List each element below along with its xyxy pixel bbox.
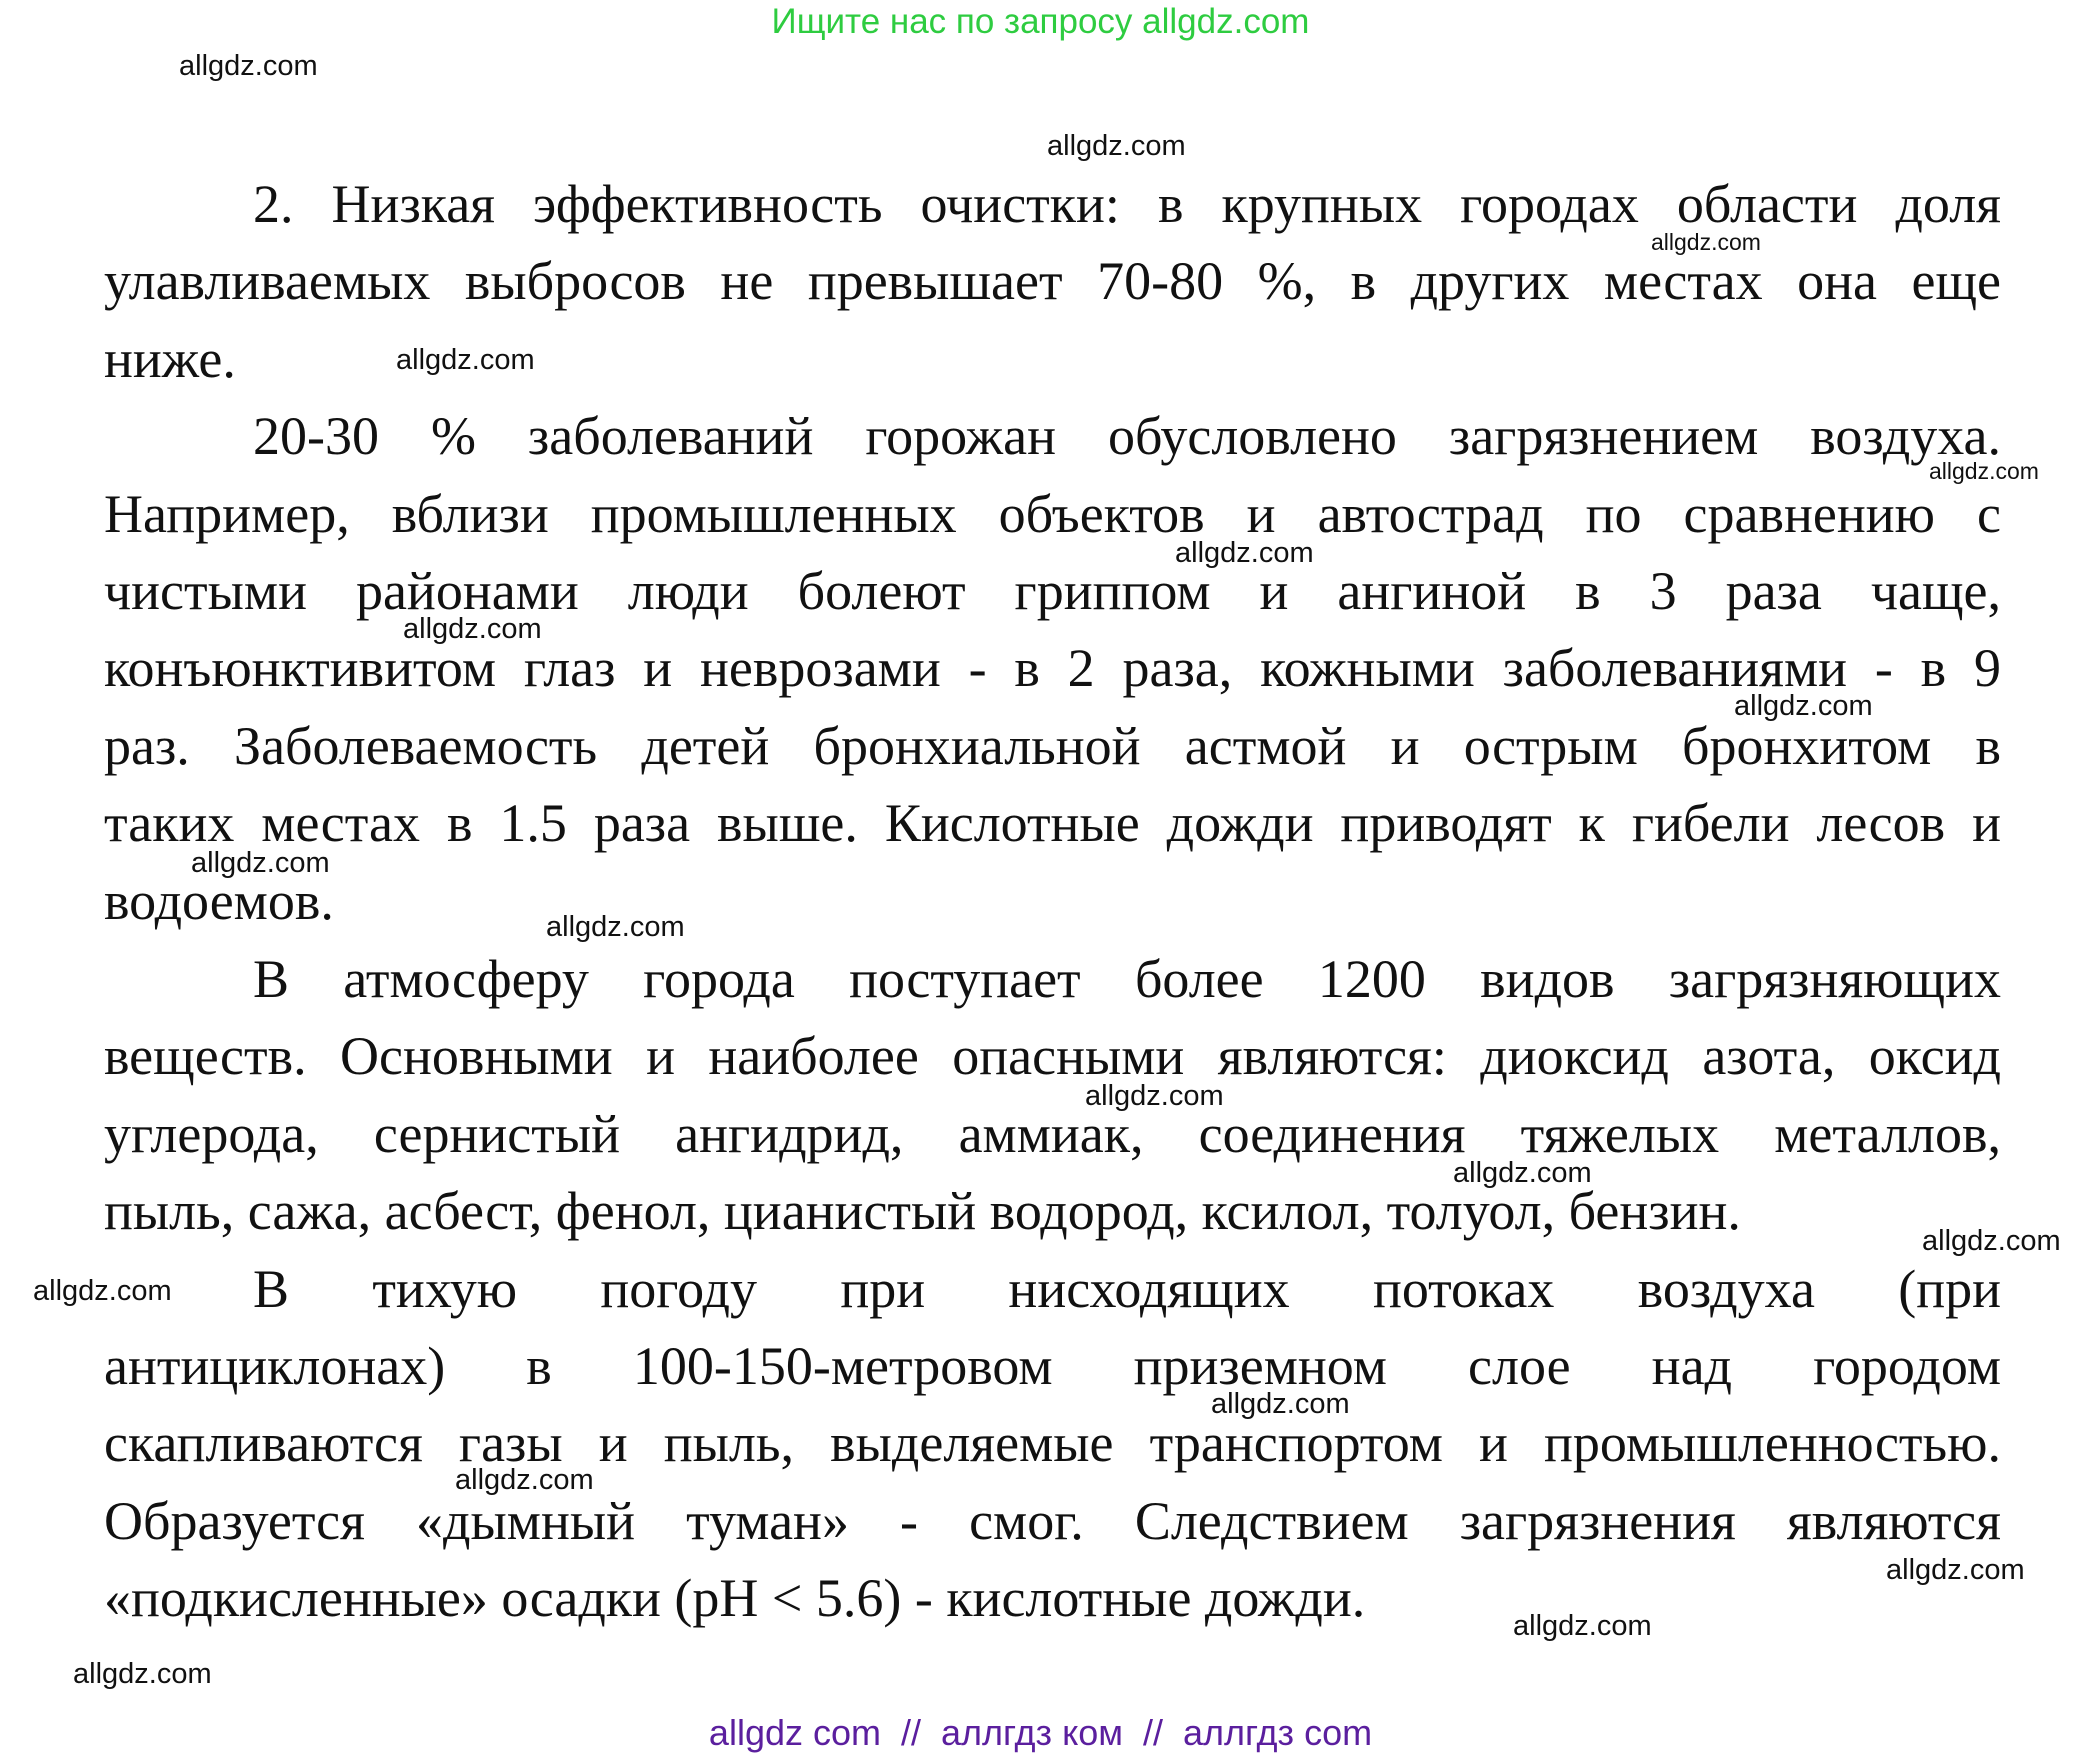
text-line: таких местах в 1.5 раза выше. Кислотные дожди приводят к гибели лесов и xyxy=(104,793,2001,853)
text-line: «подкисленные» осадки (pH < 5.6) - кислотные дожди. xyxy=(104,1568,1366,1628)
watermark: allgdz.com xyxy=(403,613,542,645)
watermark: allgdz.com xyxy=(1929,458,2039,484)
text-line: ниже. xyxy=(104,329,236,389)
text-line: конъюнктивитом глаз и неврозами - в 2 раза, кожными заболеваниями - в 9 xyxy=(104,638,2001,698)
text-line: В тихую погоду при нисходящих потоках воздуха (при xyxy=(253,1259,2001,1319)
text-line: 20-30 % заболеваний горожан обусловлено загрязнением воздуха. xyxy=(253,406,2001,466)
watermark: allgdz.com xyxy=(1453,1157,1592,1189)
watermark: allgdz.com xyxy=(1734,690,1873,722)
text-line: улавливаемых выбросов не превышает 70-80 %, в других местах она еще xyxy=(104,251,2001,311)
text-line: пыль, сажа, асбест, фенол, цианистый водород, ксилол, толуол, бензин. xyxy=(104,1181,1741,1241)
watermark: allgdz.com xyxy=(1513,1610,1652,1642)
text-line: Образуется «дымный туман» - смог. Следствием загрязнения являются xyxy=(104,1491,2001,1551)
watermark: allgdz.com xyxy=(1085,1080,1224,1112)
watermark: allgdz.com xyxy=(455,1464,594,1496)
watermark: allgdz.com xyxy=(1922,1225,2061,1257)
search-banner: Ищите нас по запросу allgdz.com xyxy=(771,2,1310,41)
text-line: скапливаются газы и пыль, выделяемые транспортом и промышленностью. xyxy=(104,1413,2001,1473)
watermark: allgdz.com xyxy=(546,911,685,943)
watermark: allgdz.com xyxy=(396,344,535,376)
text-line: 2. Низкая эффективность очистки: в крупных городах области доля xyxy=(253,174,2001,234)
watermark: allgdz.com xyxy=(33,1275,172,1307)
watermark: allgdz.com xyxy=(73,1658,212,1690)
watermark: allgdz.com xyxy=(1651,229,1761,255)
text-line: углерода, сернистый ангидрид, аммиак, соединения тяжелых металлов, xyxy=(104,1104,2001,1164)
text-line: водоемов. xyxy=(104,871,334,931)
watermark: allgdz.com xyxy=(179,50,318,82)
watermark: allgdz.com xyxy=(1211,1388,1350,1420)
watermark: allgdz.com xyxy=(1175,537,1314,569)
watermark: allgdz.com xyxy=(1886,1554,2025,1586)
text-line: чистыми районами люди болеют гриппом и ангиной в 3 раза чаще, xyxy=(104,561,2001,621)
text-line: веществ. Основными и наиболее опасными являются: диоксид азота, оксид xyxy=(104,1026,2001,1086)
footer-links: allgdz com // аллгдз ком // аллгдз com xyxy=(708,1712,1373,1753)
watermark: allgdz.com xyxy=(1047,130,1186,162)
text-line: В атмосферу города поступает более 1200 видов загрязняющих xyxy=(253,949,2001,1009)
text-line: антициклонах) в 100-150-метровом приземном слое над городом xyxy=(104,1336,2001,1396)
watermark: allgdz.com xyxy=(191,847,330,879)
text-line: раз. Заболеваемость детей бронхиальной астмой и острым бронхитом в xyxy=(104,716,2001,776)
text-line: Например, вблизи промышленных объектов и автострад по сравнению с xyxy=(104,484,2001,544)
